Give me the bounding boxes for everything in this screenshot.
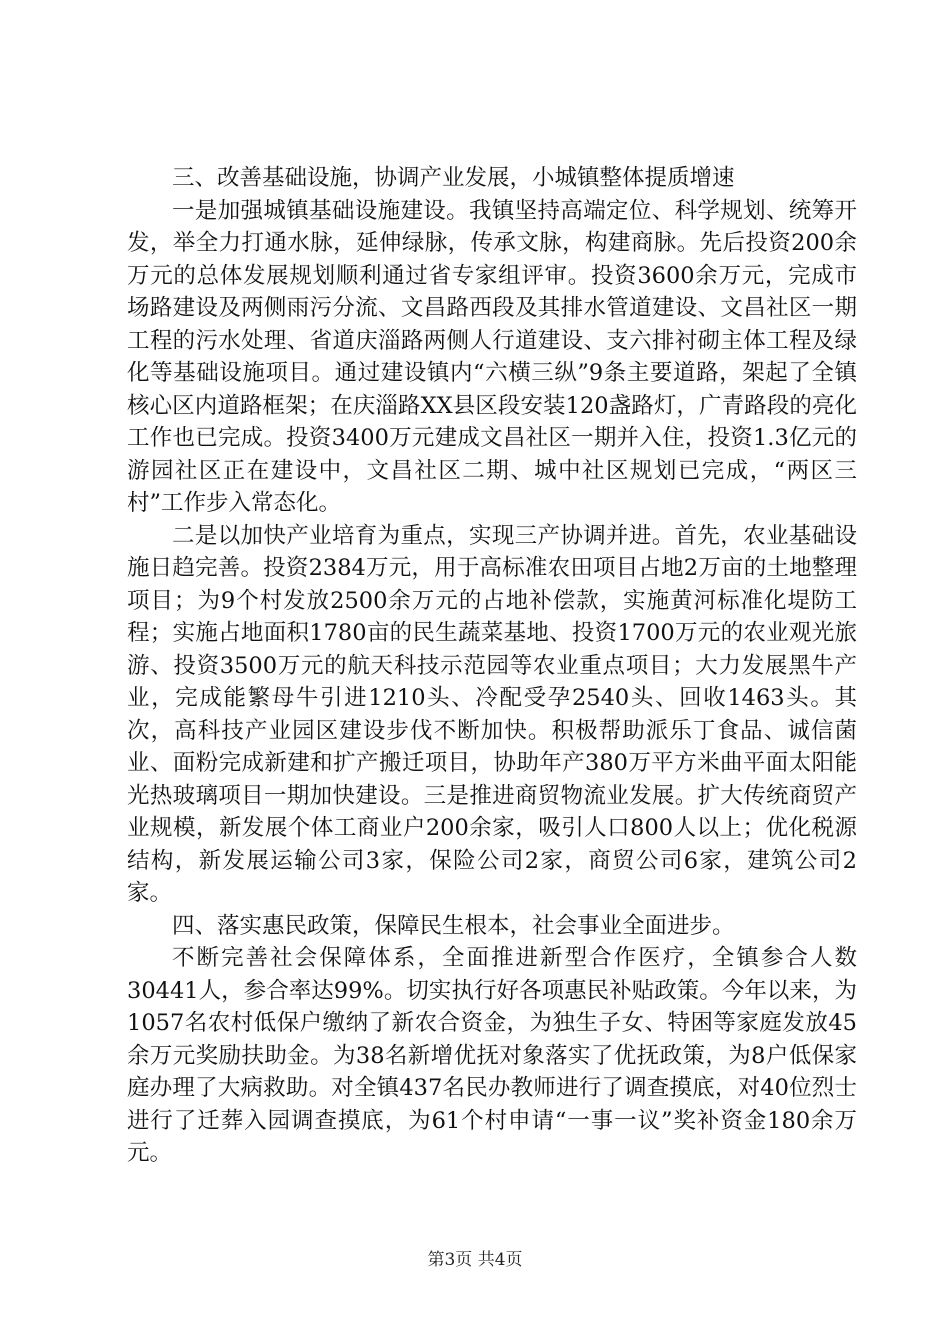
document-body xyxy=(127,162,857,1170)
paragraph-infrastructure: 一是加强城镇基础设施建设。我镇坚持高端定位、科学规划、统筹开发，举全力打通水脉，延伸绿脉，传承文脉，构建商脉。先后投资200余万元的总体发展规划顺利通过省专家组评审。投资3600余万元，完成市场路建设及两侧雨污分流、文昌路西段及其排水管道建设、文昌社区一期工程的污水处理、省道庆淄路两侧人行道建设、支六排衬砌主体工程及绿化等基础设施项目。通过建设镇内“六横三纵”9条主要道路，架起了全镇核心区内道路框架；在庆淄路XX县区段安装120盏路灯，广青路段的亮化工作也已完成。投资3400万元建成文昌社区一期并入住，投资1.3亿元的游园社区正在建设中，文昌社区二期、城中社区规划已完成，“两区三村”工作步入常态化。 xyxy=(127,197,857,516)
page-number-footer: 第3页 共4页 xyxy=(427,1250,523,1270)
paragraph-social-security: 不断完善社会保障体系，全面推进新型合作医疗，全镇参合人数30441人，参合率达99%。切实执行好各项惠民补贴政策。今年以来，为1057名农村低保户缴纳了新农合资金，为独生子女、特困等家庭发放45余万元奖励扶助金。为38名新增优抚对象落实了优抚政策，为8户低保家庭办理了大病救助。对全镇437名民办教师进行了调查摸底，对40位烈士进行了迁葬入园调查摸底，为61个村申请“一事一议”奖补资金180余万元。 xyxy=(127,945,857,1166)
paragraph-industry: 二是以加快产业培育为重点，实现三产协调并进。首先，农业基础设施日趋完善。投资2384万元，用于高标准农田项目占地2万亩的土地整理项目；为9个村发放2500余万元的占地补偿款，实施黄河标准化堤防工程；实施占地面积1780亩的民生蔬菜基地、投资1700万元的农业观光旅游、投资3500万元的航天科技示范园等农业重点项目；大力发展黑牛产业，完成能繁母牛引进1210头、冷配受孕2540头、回收1463头。其次，高科技产业园区建设步伐不断加快。积极帮助派乐丁食品、诚信菌业、面粉完成新建和扩产搬迁项目，协助年产380万平方米曲平面太阳能光热玻璃项目一期加快建设。三是推进商贸物流业发展。扩大传统商贸产业规模，新发展个体工商业户200余家，吸引人口800人以上；优化税源结构，新发展运输公司3家，保险公司2家，商贸公司6家，建筑公司2家。 xyxy=(127,522,857,906)
section-heading-3: 三、改善基础设施，协调产业发展，小城镇整体提质增速 xyxy=(172,165,735,191)
section-heading-4: 四、落实惠民政策，保障民生根本，社会事业全面进步。 xyxy=(172,912,735,939)
